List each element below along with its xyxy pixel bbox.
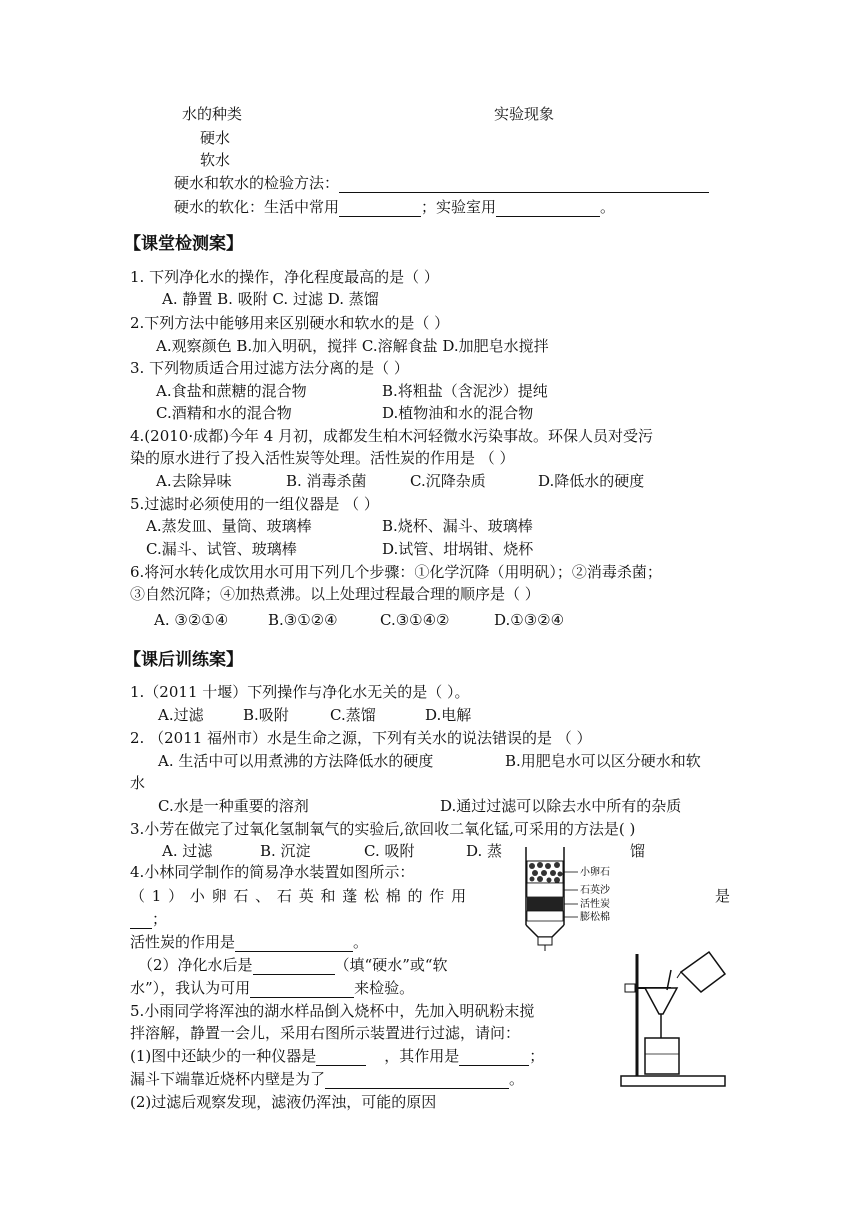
s1-q4-option-c: C.沉降杂质 bbox=[410, 472, 486, 490]
s2-q4-part1-tail: ； bbox=[152, 910, 168, 928]
s2-q2-option-a: A. 生活中可以用煮沸的方法降低水的硬度 bbox=[158, 752, 434, 770]
s2-q4-part3-line bbox=[138, 955, 448, 975]
fig-label-pebbles: 小卵石 bbox=[580, 867, 610, 878]
s1-q4-option-a: A.去除异味 bbox=[156, 472, 232, 490]
s1-q5-stem: 5.过滤时必须使用的一组仪器是 （ ） bbox=[130, 495, 379, 513]
s2-q4-part2-label: 活性炭的作用是 bbox=[130, 933, 236, 951]
s2-q5-line4 bbox=[130, 1069, 524, 1089]
s1-q4-option-b: B. 消毒杀菌 bbox=[286, 472, 367, 490]
s1-q6-option-d: D.①③②④ bbox=[494, 611, 565, 629]
s1-q6-stem-1: 6.将河水转化成饮用水可用下列几个步骤：①化学沉降（用明矾）；②消毒杀菌； bbox=[130, 563, 662, 581]
s2-q5-function-blank[interactable] bbox=[459, 1049, 529, 1066]
s2-q4-part3-blank[interactable] bbox=[253, 958, 335, 975]
s2-q1-option-b: B.吸附 bbox=[243, 706, 289, 724]
s2-q5-line3 bbox=[130, 1046, 544, 1066]
s2-q5-l3-label: (1)图中还缺少的一种仪器是 bbox=[130, 1047, 317, 1065]
s2-q2-option-b-continued: 水 bbox=[130, 774, 146, 792]
s1-q3-option-d: D.植物油和水的混合物 bbox=[382, 404, 534, 422]
s2-q5-purpose-blank[interactable] bbox=[325, 1072, 509, 1089]
s2-q5-l4-end: 。 bbox=[509, 1070, 525, 1088]
s2-q4-part2-line bbox=[130, 932, 368, 952]
filtration-apparatus-figure bbox=[615, 950, 735, 1090]
s2-q1-option-c: C.蒸馏 bbox=[330, 706, 376, 724]
s2-q2-option-d: D.通过过滤可以除去水中所有的杂质 bbox=[440, 797, 682, 815]
s2-q5-instrument-blank[interactable] bbox=[316, 1049, 366, 1066]
s1-q5-option-a: A.蒸发皿、量筒、玻璃棒 bbox=[146, 517, 312, 535]
s2-q5-line2: 拌溶解，静置一会儿，采用右图所示装置进行过滤，请问： bbox=[130, 1024, 521, 1042]
s2-q4-part4-blank[interactable] bbox=[250, 981, 354, 998]
s2-q4-part4-label: 水”），我认为可用 bbox=[130, 979, 251, 997]
s2-q5-line1: 5.小雨同学将浑浊的湖水样品倒入烧杯中，先加入明矾粉末搅 bbox=[130, 1002, 535, 1020]
s2-q5-line5: (2)过滤后观察发现，滤液仍浑浊，可能的原因 bbox=[130, 1093, 437, 1111]
s2-q1-stem: 1.（2011 十堰）下列操作与净化水无关的是（ ）。 bbox=[130, 683, 470, 701]
s2-q1-option-d: D.电解 bbox=[425, 706, 472, 724]
water-purifier-figure bbox=[520, 847, 630, 957]
s2-q4-part1-end: 是 bbox=[715, 887, 731, 905]
fig-label-quartz-sand: 石英沙 bbox=[580, 885, 610, 896]
softening-life-blank[interactable] bbox=[339, 200, 421, 217]
softening-lab-blank[interactable] bbox=[496, 200, 600, 217]
s2-q4-stem: 4.小林同学制作的简易净水装置如图所示： bbox=[130, 863, 415, 881]
s1-q5-option-c: C.漏斗、试管、玻璃棒 bbox=[146, 540, 297, 558]
s2-q4-part4-end: 来检验。 bbox=[354, 979, 415, 997]
s1-q2-stem: 2.下列方法中能够用来区别硬水和软水的是（ ） bbox=[130, 314, 450, 332]
s2-q4-part3-label: （2）净化水后是 bbox=[138, 956, 253, 974]
s2-q3-option-c: C. 吸附 bbox=[364, 842, 415, 860]
s1-q2-options: A.观察颜色 B.加入明矾，搅拌 C.溶解食盐 D.加肥皂水搅拌 bbox=[156, 337, 549, 355]
s1-q3-stem: 3. 下列物质适合用过滤方法分离的是（ ） bbox=[130, 359, 409, 377]
fig-label-activated-carbon: 活性炭 bbox=[580, 899, 610, 910]
test-method-blank[interactable] bbox=[339, 176, 709, 193]
test-method-label: 硬水和软水的检验方法： bbox=[174, 174, 340, 192]
s1-q1-options: A. 静置 B. 吸附 C. 过滤 D. 蒸馏 bbox=[162, 290, 379, 308]
s2-q3-option-d: D. 蒸 bbox=[466, 842, 503, 860]
s2-q3-option-b: B. 沉淀 bbox=[260, 842, 311, 860]
s2-q4-part2-blank[interactable] bbox=[235, 935, 353, 952]
s2-q2-stem: 2. （2011 福州市）水是生命之源，下列有关水的说法错误的是 （ ） bbox=[130, 729, 592, 747]
s2-q3-option-d-tail: 馏 bbox=[630, 842, 646, 860]
softening-lab-label: ；实验室用 bbox=[421, 198, 497, 216]
s2-q4-part3-hint: （填“硬水”或“软 bbox=[334, 956, 448, 974]
s1-q1-stem: 1. 下列净化水的操作，净化程度最高的是（ ） bbox=[130, 268, 439, 286]
table-row-soft-water: 软水 bbox=[200, 151, 231, 169]
s1-q4-stem-2: 染的原水进行了投入活性炭等处理。活性炭的作用是 （ ） bbox=[130, 449, 515, 467]
test-method-line bbox=[174, 173, 709, 193]
s2-q5-l3-end: ； bbox=[529, 1047, 545, 1065]
s2-q5-l4-label: 漏斗下端靠近烧杯内壁是为了 bbox=[130, 1070, 326, 1088]
s1-q5-option-b: B.烧杯、漏斗、玻璃棒 bbox=[382, 517, 533, 535]
s1-q6-option-c: C.③①④② bbox=[380, 611, 450, 629]
s1-q6-stem-2: ③自然沉降；④加热煮沸。以上处理过程最合理的顺序是（ ） bbox=[130, 585, 540, 603]
s2-q4-part2-end: 。 bbox=[353, 933, 369, 951]
s2-q5-l3-function-label: ，其作用是 bbox=[384, 1047, 460, 1065]
s1-q4-option-d: D.降低水的硬度 bbox=[538, 472, 645, 490]
fig-label-fluffy-cotton: 膨松棉 bbox=[580, 912, 610, 923]
s2-q3-option-a: A. 过滤 bbox=[162, 842, 213, 860]
table-header-phenomenon: 实验现象 bbox=[494, 105, 555, 123]
section-title-after-class: 【课后训练案】 bbox=[124, 650, 243, 670]
softening-label: 硬水的软化：生活中常用 bbox=[174, 198, 340, 216]
s2-q2-option-c: C.水是一种重要的溶剂 bbox=[158, 797, 309, 815]
s1-q3-option-b: B.将粗盐（含泥沙）提纯 bbox=[382, 382, 548, 400]
s1-q6-option-b: B.③①②④ bbox=[268, 611, 338, 629]
s1-q5-option-d: D.试管、坩埚钳、烧杯 bbox=[382, 540, 534, 558]
s2-q4-part1-blank[interactable] bbox=[130, 912, 152, 929]
softening-period: 。 bbox=[600, 198, 616, 216]
s1-q4-stem-1: 4.(2010·成都)今年 4 月初，成都发生柏木河轻微水污染事故。环保人员对受污 bbox=[130, 427, 654, 445]
s2-q2-option-b: B.用肥皂水可以区分硬水和软 bbox=[505, 752, 701, 770]
table-row-hard-water: 硬水 bbox=[200, 129, 231, 147]
s1-q3-option-a: A.食盐和蔗糖的混合物 bbox=[156, 382, 307, 400]
s1-q6-option-a: A. ③②①④ bbox=[154, 611, 229, 629]
s2-q3-stem: 3.小芳在做完了过氧化氢制氧气的实验后,欲回收二氧化锰,可采用的方法是( ) bbox=[130, 820, 636, 838]
s2-q4-part1: （ 1 ） 小 卵 石 、 石 英 和 蓬 松 棉 的 作 用 bbox=[130, 887, 468, 905]
s2-q4-part1-blank-line bbox=[130, 909, 167, 929]
s1-q3-option-c: C.酒精和水的混合物 bbox=[156, 404, 292, 422]
section-title-class-test: 【课堂检测案】 bbox=[124, 234, 243, 254]
s2-q1-option-a: A.过滤 bbox=[158, 706, 204, 724]
table-header-water-type: 水的种类 bbox=[182, 105, 243, 123]
softening-line bbox=[174, 197, 615, 217]
s2-q4-part4-line bbox=[130, 978, 414, 998]
